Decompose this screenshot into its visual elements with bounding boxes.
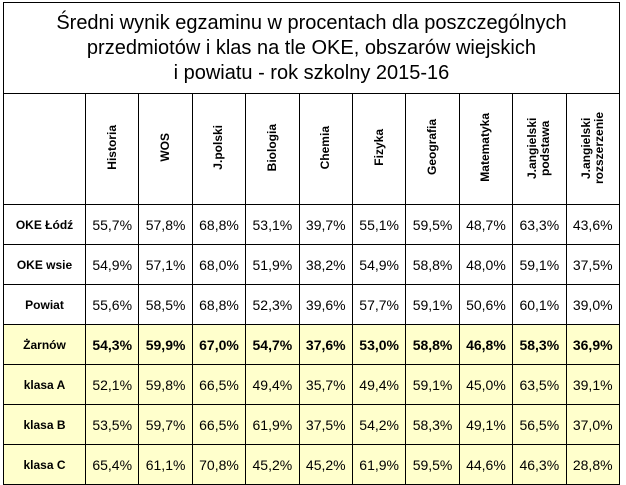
value-cell: 58,3% <box>513 325 566 365</box>
column-header-label: WOS <box>158 133 173 162</box>
value-cell: 45,2% <box>246 445 299 485</box>
value-cell: 53,1% <box>246 205 299 245</box>
value-cell: 52,1% <box>86 365 139 405</box>
table-row <box>4 205 620 245</box>
column-header-label: Fizyka <box>371 129 386 166</box>
value-cell: 54,2% <box>352 405 405 445</box>
column-header-label: J.polski <box>211 125 226 170</box>
value-cell: 70,8% <box>192 445 245 485</box>
value-cell: 57,1% <box>139 245 192 285</box>
table-row <box>4 365 620 405</box>
value-cell: 39,1% <box>566 365 619 405</box>
value-cell: 57,7% <box>352 285 405 325</box>
value-cell: 59,5% <box>406 445 459 485</box>
value-cell: 36,9% <box>566 325 619 365</box>
value-cell: 45,2% <box>299 445 352 485</box>
value-cell: 48,0% <box>459 245 512 285</box>
column-header-label: Historia <box>104 125 119 170</box>
corner-cell <box>4 94 86 205</box>
value-cell: 50,6% <box>459 285 512 325</box>
value-cell: 59,1% <box>406 285 459 325</box>
value-cell: 61,9% <box>246 405 299 445</box>
row-label: klasa A <box>4 365 86 405</box>
value-cell: 54,9% <box>86 245 139 285</box>
value-cell: 68,8% <box>192 205 245 245</box>
value-cell: 37,6% <box>299 325 352 365</box>
column-header-label: Chemia <box>318 125 333 170</box>
row-label: OKE wsie <box>4 245 86 285</box>
value-cell: 61,9% <box>352 445 405 485</box>
value-cell: 39,0% <box>566 285 619 325</box>
value-cell: 52,3% <box>246 285 299 325</box>
row-label: Żarnów <box>4 325 86 365</box>
value-cell: 45,0% <box>459 365 512 405</box>
column-header-label: J.angielski podstawa <box>525 116 553 179</box>
value-cell: 51,9% <box>246 245 299 285</box>
value-cell: 65,4% <box>86 445 139 485</box>
table-row <box>4 445 620 485</box>
value-cell: 37,5% <box>299 405 352 445</box>
value-cell: 58,5% <box>139 285 192 325</box>
value-cell: 49,1% <box>459 405 512 445</box>
value-cell: 55,7% <box>86 205 139 245</box>
results-table <box>3 2 620 485</box>
value-cell: 46,3% <box>513 445 566 485</box>
column-header <box>86 94 139 205</box>
value-cell: 68,0% <box>192 245 245 285</box>
value-cell: 54,7% <box>246 325 299 365</box>
value-cell: 37,0% <box>566 405 619 445</box>
value-cell: 38,2% <box>299 245 352 285</box>
column-header-label: Matematyka <box>478 113 493 182</box>
row-label: OKE Łódź <box>4 205 86 245</box>
title-line-2: przedmiotów i klas na tle OKE, obszarów wiejskich <box>86 36 536 59</box>
value-cell: 44,6% <box>459 445 512 485</box>
value-cell: 66,5% <box>192 365 245 405</box>
value-cell: 37,5% <box>566 245 619 285</box>
value-cell: 63,3% <box>513 205 566 245</box>
column-header <box>352 94 405 205</box>
table-body <box>4 205 620 485</box>
value-cell: 58,8% <box>406 325 459 365</box>
column-header-label: Biologia <box>264 123 279 172</box>
value-cell: 63,5% <box>513 365 566 405</box>
row-label: Powiat <box>4 285 86 325</box>
column-header <box>566 94 619 205</box>
value-cell: 49,4% <box>246 365 299 405</box>
column-header-row <box>4 94 620 205</box>
value-cell: 35,7% <box>299 365 352 405</box>
table-row <box>4 245 620 285</box>
column-header <box>513 94 566 205</box>
value-cell: 57,8% <box>139 205 192 245</box>
row-label: klasa B <box>4 405 86 445</box>
value-cell: 55,6% <box>86 285 139 325</box>
column-header <box>299 94 352 205</box>
value-cell: 59,9% <box>139 325 192 365</box>
value-cell: 59,8% <box>139 365 192 405</box>
column-header <box>139 94 192 205</box>
column-header <box>406 94 459 205</box>
row-label: klasa C <box>4 445 86 485</box>
value-cell: 39,7% <box>299 205 352 245</box>
value-cell: 54,9% <box>352 245 405 285</box>
value-cell: 61,1% <box>139 445 192 485</box>
table-row <box>4 285 620 325</box>
value-cell: 67,0% <box>192 325 245 365</box>
value-cell: 68,8% <box>192 285 245 325</box>
column-header <box>192 94 245 205</box>
value-cell: 59,5% <box>406 205 459 245</box>
value-cell: 53,0% <box>352 325 405 365</box>
value-cell: 59,1% <box>513 245 566 285</box>
column-header <box>246 94 299 205</box>
value-cell: 66,5% <box>192 405 245 445</box>
value-cell: 53,5% <box>86 405 139 445</box>
value-cell: 39,6% <box>299 285 352 325</box>
column-header <box>459 94 512 205</box>
table-row <box>4 325 620 365</box>
value-cell: 59,7% <box>139 405 192 445</box>
value-cell: 54,3% <box>86 325 139 365</box>
title-line-3: i powiatu - rok szkolny 2015-16 <box>173 61 450 84</box>
value-cell: 49,4% <box>352 365 405 405</box>
title-line-1: Średni wynik egzaminu w procentach dla poszczególnych <box>56 11 567 34</box>
value-cell: 46,8% <box>459 325 512 365</box>
value-cell: 43,6% <box>566 205 619 245</box>
table-title <box>4 3 620 94</box>
value-cell: 55,1% <box>352 205 405 245</box>
value-cell: 48,7% <box>459 205 512 245</box>
value-cell: 60,1% <box>513 285 566 325</box>
value-cell: 28,8% <box>566 445 619 485</box>
table-row <box>4 405 620 445</box>
value-cell: 58,8% <box>406 245 459 285</box>
value-cell: 56,5% <box>513 405 566 445</box>
value-cell: 59,1% <box>406 365 459 405</box>
column-header-label: Geografia <box>425 119 440 176</box>
column-header-label: J.angielski rozszerzenie <box>578 111 606 184</box>
value-cell: 58,3% <box>406 405 459 445</box>
